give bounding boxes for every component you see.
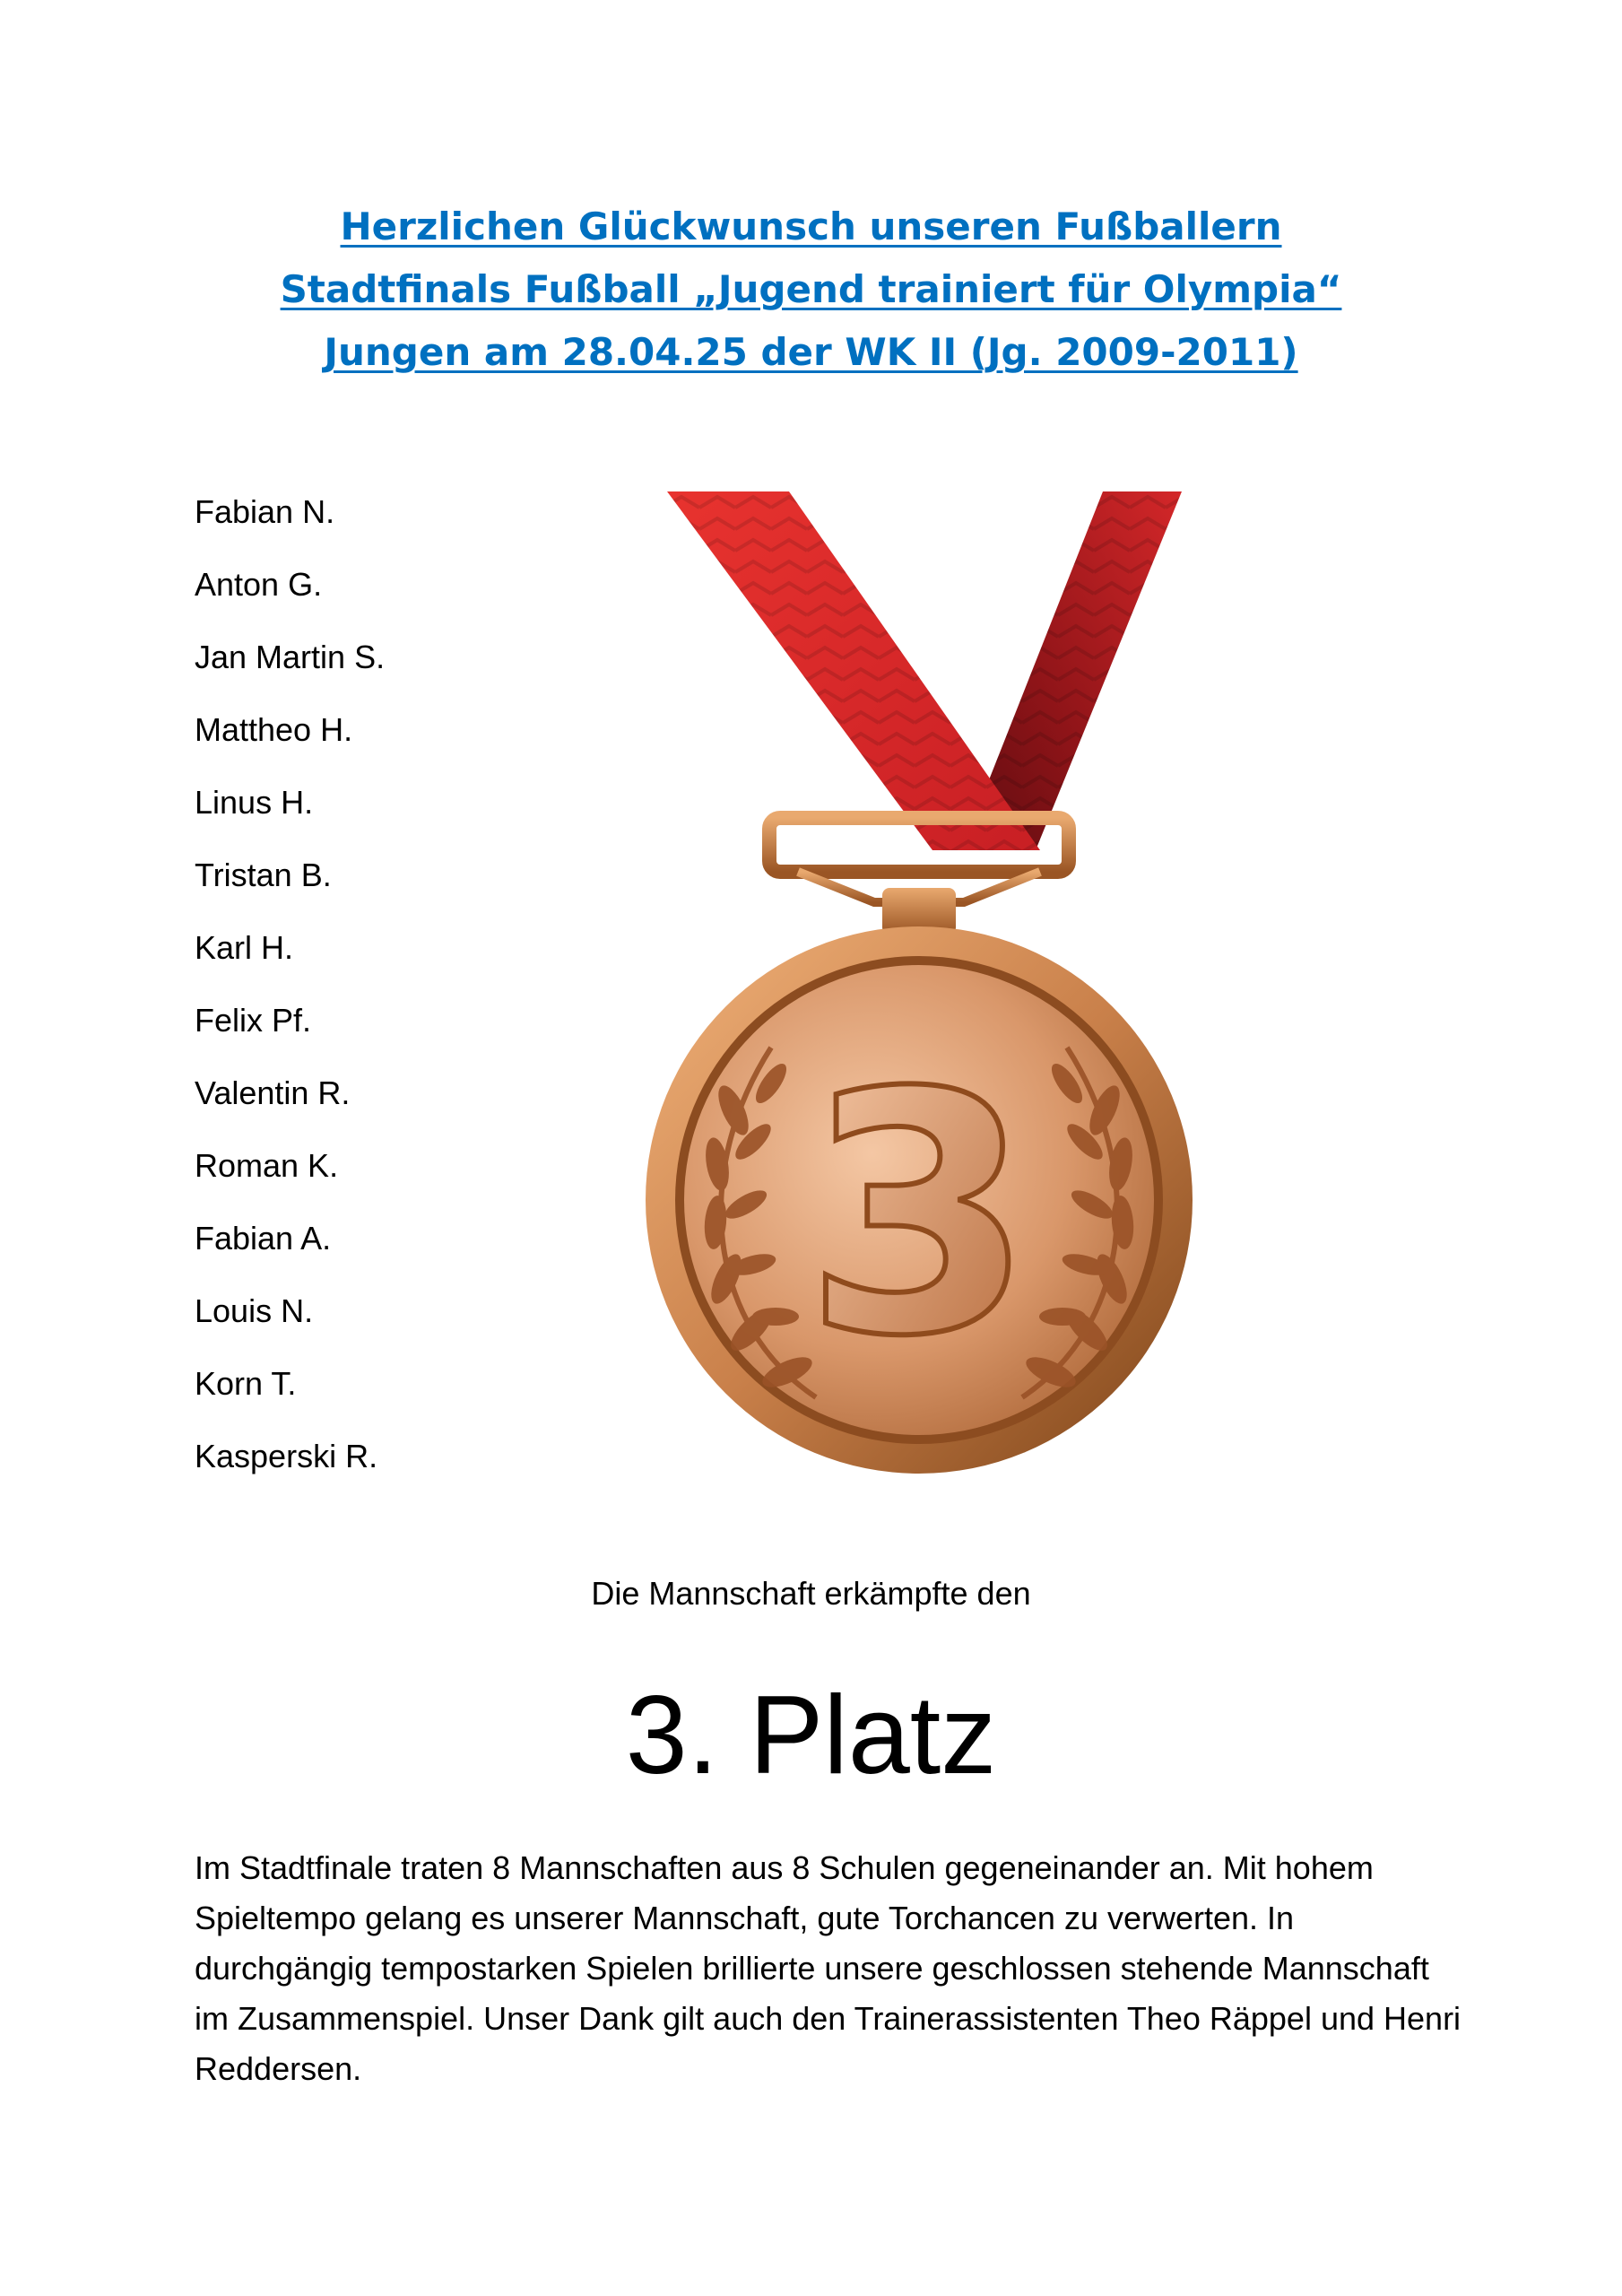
player-name: Korn T.	[195, 1365, 297, 1402]
player-name: Tristan B.	[195, 857, 332, 893]
player-name: Kasperski R.	[195, 1438, 378, 1474]
result-intro: Die Mannschaft erkämpfte den	[591, 1575, 1031, 1612]
player-name: Jan Martin S.	[195, 639, 386, 675]
player-list	[195, 475, 385, 1492]
player-name: Valentin R.	[195, 1074, 351, 1111]
player-name: Karl H.	[195, 929, 294, 966]
page-heading	[0, 196, 1622, 384]
player-name: Felix Pf.	[195, 1002, 312, 1039]
player-name: Anton G.	[195, 566, 323, 603]
player-name: Louis N.	[195, 1292, 314, 1329]
report-paragraph: Im Stadtfinale traten 8 Mannschaften aus 8 Schulen gegeneinander an. Mit hohem Spieltempo gelang es unserer Mannschaft, gute Torchancen zu verwerten. In durchgängig tempostarken Spielen brillierte unsere geschlossen stehende Mannschaft im Zusammenspiel. Unser Dank gilt auch den Trainerassistenten Theo Räppel und Henri Reddersen.	[195, 1849, 1462, 2087]
medal-number: 3	[803, 1023, 1035, 1409]
result-place: 3. Platz	[625, 1674, 997, 1797]
player-name: Linus H.	[195, 784, 314, 821]
bronze-medal-icon	[628, 491, 1210, 1496]
heading-line-2: Stadtfinals Fußball „Jugend trainiert für Olympia“	[280, 267, 1342, 311]
player-name: Fabian N.	[195, 493, 335, 530]
player-name: Roman K.	[195, 1147, 339, 1184]
player-name: Mattheo H.	[195, 711, 353, 748]
heading-line-3: Jungen am 28.04.25 der WK II (Jg. 2009-2011)	[324, 330, 1298, 374]
player-name: Fabian A.	[195, 1220, 332, 1257]
heading-line-1: Herzlichen Glückwunsch unseren Fußballern	[340, 204, 1282, 248]
